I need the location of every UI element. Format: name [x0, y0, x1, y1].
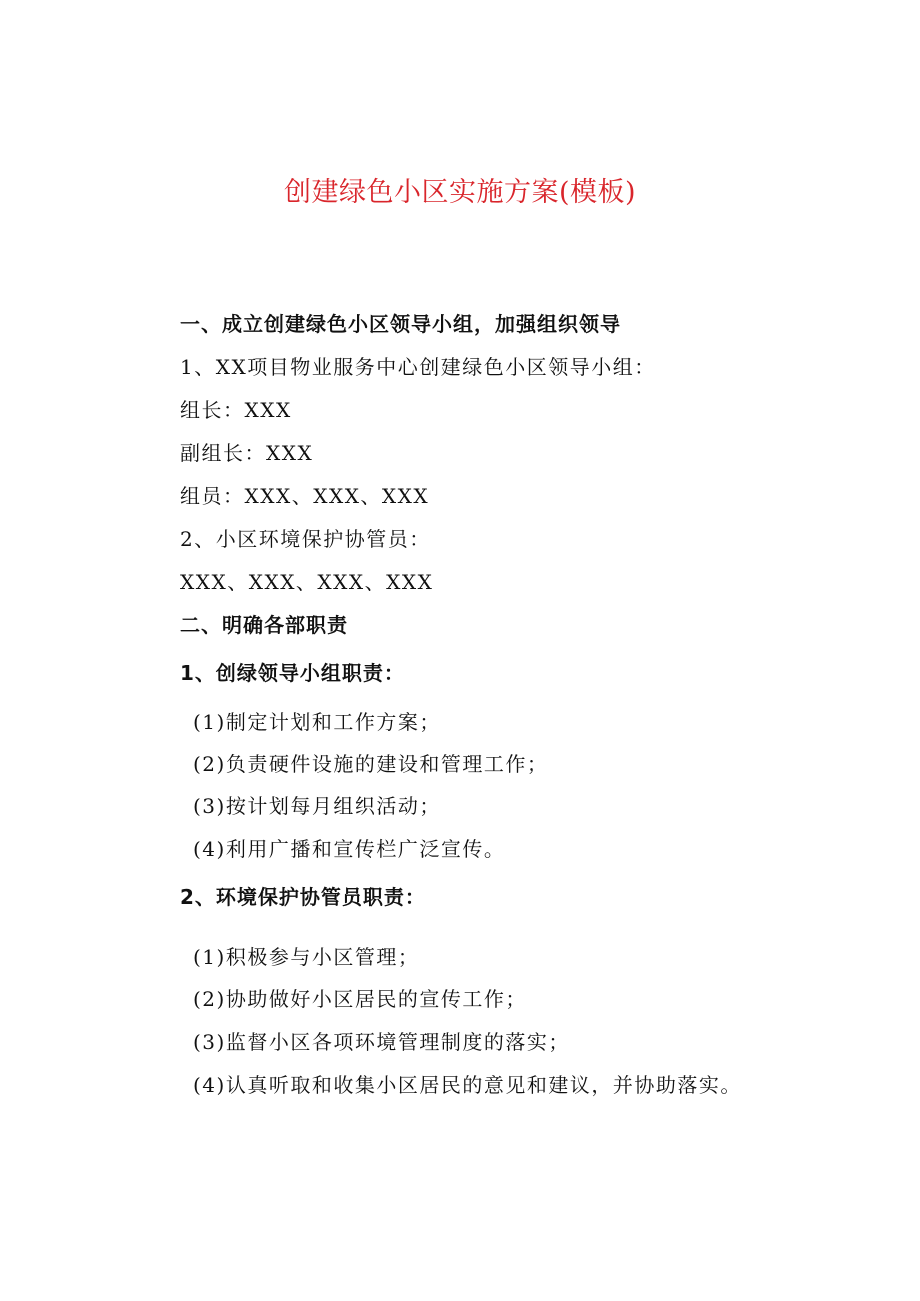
list-item: (2)协助做好小区居民的宣传工作；	[193, 987, 527, 1011]
list-item: (2)负责硬件设施的建设和管理工作；	[193, 752, 549, 776]
members-line: 组员：XXX、XXX、XXX	[180, 484, 430, 508]
list-item: (1)积极参与小区管理；	[193, 945, 420, 969]
coordinators-line: XXX、XXX、XXX、XXX	[180, 570, 434, 594]
section2-sub2-heading: 2、环境保护协管员职责：	[180, 885, 426, 909]
leader-line: 组长：XXX	[180, 398, 292, 422]
deputy-leader-line: 副组长：XXX	[180, 441, 314, 465]
section2-sub1-heading: 1、创绿领导小组职责：	[180, 661, 405, 685]
list-item: (1)制定计划和工作方案；	[193, 710, 441, 734]
section2-heading: 二、明确各部职责	[180, 613, 348, 637]
list-item: (3)监督小区各项环境管理制度的落实；	[193, 1030, 570, 1054]
section1-item1: 1、XX项目物业服务中心创建绿色小区领导小组：	[180, 355, 656, 379]
list-item: (4)利用广播和宣传栏广泛宣传。	[193, 837, 506, 861]
document-title: 创建绿色小区实施方案(模板)	[283, 177, 637, 208]
section1-heading: 一、成立创建绿色小区领导小组，加强组织领导	[180, 312, 621, 336]
list-item: (4)认真听取和收集小区居民的意见和建议，并协助落实。	[193, 1073, 742, 1097]
section1-item2: 2、小区环境保护协管员：	[180, 527, 431, 551]
list-item: (3)按计划每月组织活动；	[193, 794, 441, 818]
